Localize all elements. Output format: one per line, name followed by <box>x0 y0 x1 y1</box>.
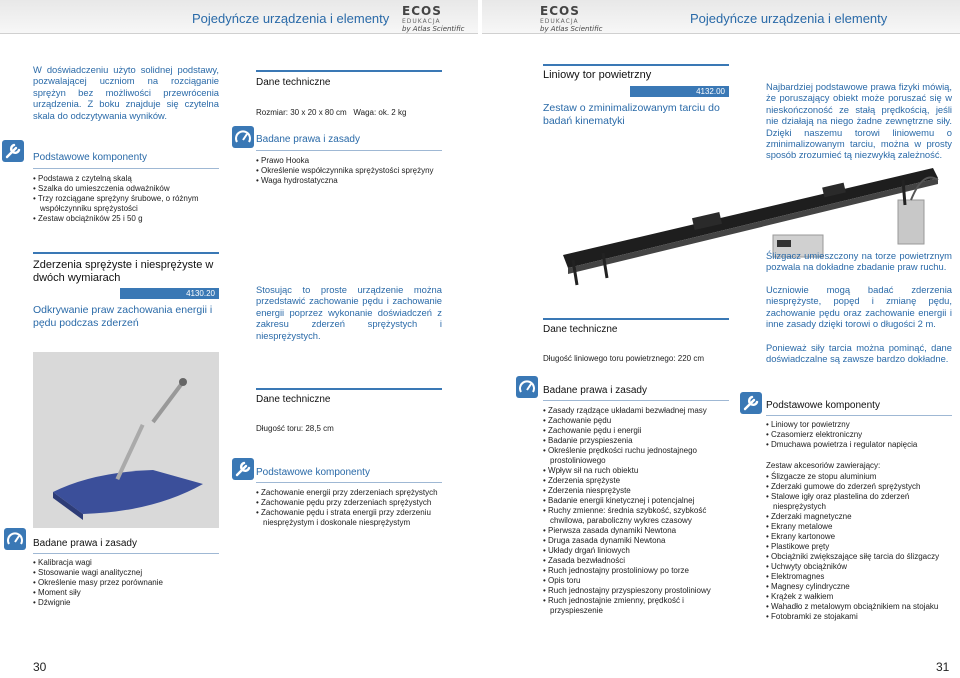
list-item: • Szalka do umieszczenia odważników <box>33 184 219 194</box>
right-tech-title: Dane techniczne <box>543 324 618 335</box>
list-item: • Fotobramki ze stojakami <box>766 612 956 622</box>
list-item: • Plastikowe pręty <box>766 542 956 552</box>
divider <box>543 64 729 66</box>
product2-components-list <box>256 488 446 528</box>
list-item: • Zderzenia sprężyste <box>543 476 733 486</box>
divider <box>543 400 729 401</box>
balance-photo <box>33 352 219 528</box>
divider <box>543 318 729 320</box>
friction-note: Ponieważ siły tarcia można pominąć, dane doświadczalne są zawsze bardzo dokładne. <box>766 342 952 365</box>
divider <box>256 70 442 72</box>
left-intro: W doświadczeniu użyto solidnej podstawy, pozwalającej uczniom na rozciąganie sprężyn bez możliwości przewrócenia urządzenia. Z boku znajduje się czytelna skala do odczytywania wyników. <box>33 64 219 121</box>
list-item: • Wpływ sił na ruch obiektu <box>543 466 733 476</box>
list-item: • Moment siły <box>33 588 219 598</box>
list-item: • Druga zasada dynamiki Newtona <box>543 536 733 546</box>
right-intro: Najbardziej podstawowe prawa fizyki mówią, że poruszający obiekt może poruszać się w nieskończoność ze stałą prędkością, jeśli nie działają na niego żadne zewnętrzne siły. Dzięki naszemu torowi liniowemu o zminimalizowanym tarciu, można w prosty sposób zrozumieć tą niezwykłą zależność. <box>766 81 952 161</box>
list-item: • Ruch jednostajnie zmienny, prędkość i przyspieszenie <box>543 596 733 616</box>
product-subtitle: Zestaw o zminimalizowanym tarciu do badań kinematyki <box>543 102 720 127</box>
bottom-research-title: Badane prawa i zasady <box>33 538 137 549</box>
glider-note: Ślizgacz umieszczony na torze powietrznym pozwala na dokładne zbadanie praw ruchu. <box>766 250 952 273</box>
students-note: Uczniowie mogą badać zderzenia niesprężyste, popęd i zmianę pędu, zachowanie pędu oraz zachowanie energii i inne zasady dzięki torowi o długości 2 m. <box>766 284 952 330</box>
logo-name: ECOS <box>540 4 580 18</box>
gauge-icon <box>516 376 538 398</box>
product-price: 4132.00 <box>630 86 729 97</box>
list-item: • Podstawa z czytelną skalą <box>33 174 219 184</box>
list-item: • Zderzaki gumowe do zderzeń sprężystych <box>766 482 956 492</box>
list-item: • Ruch jednostajny przyspieszony prostoliniowy <box>543 586 733 596</box>
list-item: • Stosowanie wagi analitycznej <box>33 568 219 578</box>
list-item: • Ekrany kartonowe <box>766 532 956 542</box>
product2-subtitle: Odkrywanie praw zachowania energii i pędu podczas zderzeń <box>33 304 213 329</box>
right-tech-data: Długość liniowego toru powietrznego: 220 cm <box>543 354 704 363</box>
list-item: • Opis toru <box>543 576 733 586</box>
left-header-title: Pojedyńcze urządzenia i elementy <box>192 11 390 26</box>
accessories-list <box>766 472 956 622</box>
list-item: • Zachowanie pędu i energii <box>543 426 733 436</box>
right-header-title: Pojedyńcze urządzenia i elementy <box>690 11 888 26</box>
list-item: • Krążek z wałkiem <box>766 592 956 602</box>
page-number-right: 31 <box>936 660 950 674</box>
divider <box>33 168 219 169</box>
list-item: • Ekrany metalowe <box>766 522 956 532</box>
list-item: • Zderzaki magnetyczne <box>766 512 956 522</box>
left-logo <box>402 4 465 33</box>
tech-data: Rozmiar: 30 x 20 x 80 cm Waga: ok. 2 kg <box>256 108 407 117</box>
list-item: • Zasada bezwładności <box>543 556 733 566</box>
list-item: • Dmuchawa powietrza i regulator napięcia <box>766 440 956 450</box>
divider <box>256 482 442 483</box>
product-title: Liniowy tor powietrzny <box>543 69 652 81</box>
divider <box>33 553 219 554</box>
product2-components-title: Podstawowe komponenty <box>256 467 370 478</box>
product2-desc: Stosując to proste urządzenie można przedstawić zachowanie pędu i zachowanie energii poprzez wykonanie doświadczeń z zakresu zderzeń sprężystych i niesprężystych. <box>256 284 442 341</box>
list-item: • Ślizgacze ze stopu aluminium <box>766 472 956 482</box>
list-item: • Układy drgań liniowych <box>543 546 733 556</box>
tech-title: Dane techniczne <box>256 77 331 88</box>
list-item: • Ruchy zmienne: średnia szybkość, szybkość chwilowa, paraboliczny wykres czasowy <box>543 506 733 526</box>
research-title: Badane prawa i zasady <box>256 134 360 145</box>
list-item: • Elektromagnes <box>766 572 956 582</box>
list-item: • Zasady rządzące układami bezwładnej masy <box>543 406 733 416</box>
page-number-left: 30 <box>33 660 47 674</box>
list-item: • Zachowanie pędu przy zderzeniach sprężystych <box>256 498 446 508</box>
wrench-icon <box>2 140 24 162</box>
divider <box>256 388 442 390</box>
bottom-research-list <box>33 558 219 608</box>
list-item: • Badanie przyspieszenia <box>543 436 733 446</box>
list-item: • Określenie prędkości ruchu jednostajnego prostoliniowego <box>543 446 733 466</box>
list-item: • Zestaw obciążników 25 i 50 g <box>33 214 219 224</box>
divider <box>766 415 952 416</box>
list-item: • Badanie energii kinetycznej i potencjalnej <box>543 496 733 506</box>
divider <box>33 252 219 254</box>
list-item: • Określenie masy przez porównanie <box>33 578 219 588</box>
list-item: • Ruch jednostajny prostoliniowy po torze <box>543 566 733 576</box>
list-item: • Magnesy cylindryczne <box>766 582 956 592</box>
list-item: • Określenie współczynnika sprężystości sprężyny <box>256 166 456 176</box>
list-item: • Zachowanie pędu i strata energii przy zderzeniu niesprężystym i doskonale niesprężystym <box>256 508 446 528</box>
list-item: • Liniowy tor powietrzny <box>766 420 956 430</box>
basic-components-list <box>33 174 219 224</box>
right-logo <box>540 4 603 33</box>
logo-name: ECOS <box>402 4 442 18</box>
list-item: • Obciążniki zwiększające siłę tarcia do ślizgaczy <box>766 552 956 562</box>
list-item: • Kalibracja wagi <box>33 558 219 568</box>
accessories-title: Zestaw akcesoriów zawierający: <box>766 461 881 470</box>
list-item: • Wahadło z metalowym obciążnikiem na stojaku <box>766 602 956 612</box>
product2-tech: Długość toru: 28,5 cm <box>256 424 334 433</box>
right-components-title: Podstawowe komponenty <box>766 400 880 411</box>
list-item: • Stalowe igły oraz plastelina do zderzeń niesprężystych <box>766 492 956 512</box>
list-item: • Pierwsza zasada dynamiki Newtona <box>543 526 733 536</box>
list-item: • Zderzenia niesprężyste <box>543 486 733 496</box>
list-item: • Zachowanie pędu <box>543 416 733 426</box>
basic-components-title: Podstawowe komponenty <box>33 152 147 163</box>
logo-sub: EDUKACJA <box>402 18 441 25</box>
list-item: • Uchwyty obciążników <box>766 562 956 572</box>
product2-title: Zderzenia sprężyste i niesprężyste w dwóch wymiarach <box>33 259 214 284</box>
wrench-icon <box>740 392 762 414</box>
research-list <box>256 156 456 186</box>
right-research-list <box>543 406 733 616</box>
gauge-icon <box>232 126 254 148</box>
list-item: • Prawo Hooka <box>256 156 456 166</box>
list-item: • Czasomierz elektroniczny <box>766 430 956 440</box>
gauge-icon <box>4 528 26 550</box>
list-item: • Dźwignie <box>33 598 219 608</box>
product2-tech-title: Dane techniczne <box>256 394 331 405</box>
logo-by: by Atlas Scientific <box>402 25 465 33</box>
right-components-list <box>766 420 956 450</box>
list-item: • Waga hydrostatyczna <box>256 176 456 186</box>
divider <box>256 150 442 151</box>
list-item: • Zachowanie energii przy zderzeniach sprężystych <box>256 488 446 498</box>
list-item: • Trzy rozciągane sprężyny śrubowe, o różnym współczynniku sprężystości <box>33 194 219 214</box>
wrench-icon <box>232 458 254 480</box>
right-research-title: Badane prawa i zasady <box>543 385 647 396</box>
product2-price: 4130.20 <box>120 288 219 299</box>
logo-sub: EDUKACJA <box>540 18 579 25</box>
logo-by: by Atlas Scientific <box>540 25 603 33</box>
